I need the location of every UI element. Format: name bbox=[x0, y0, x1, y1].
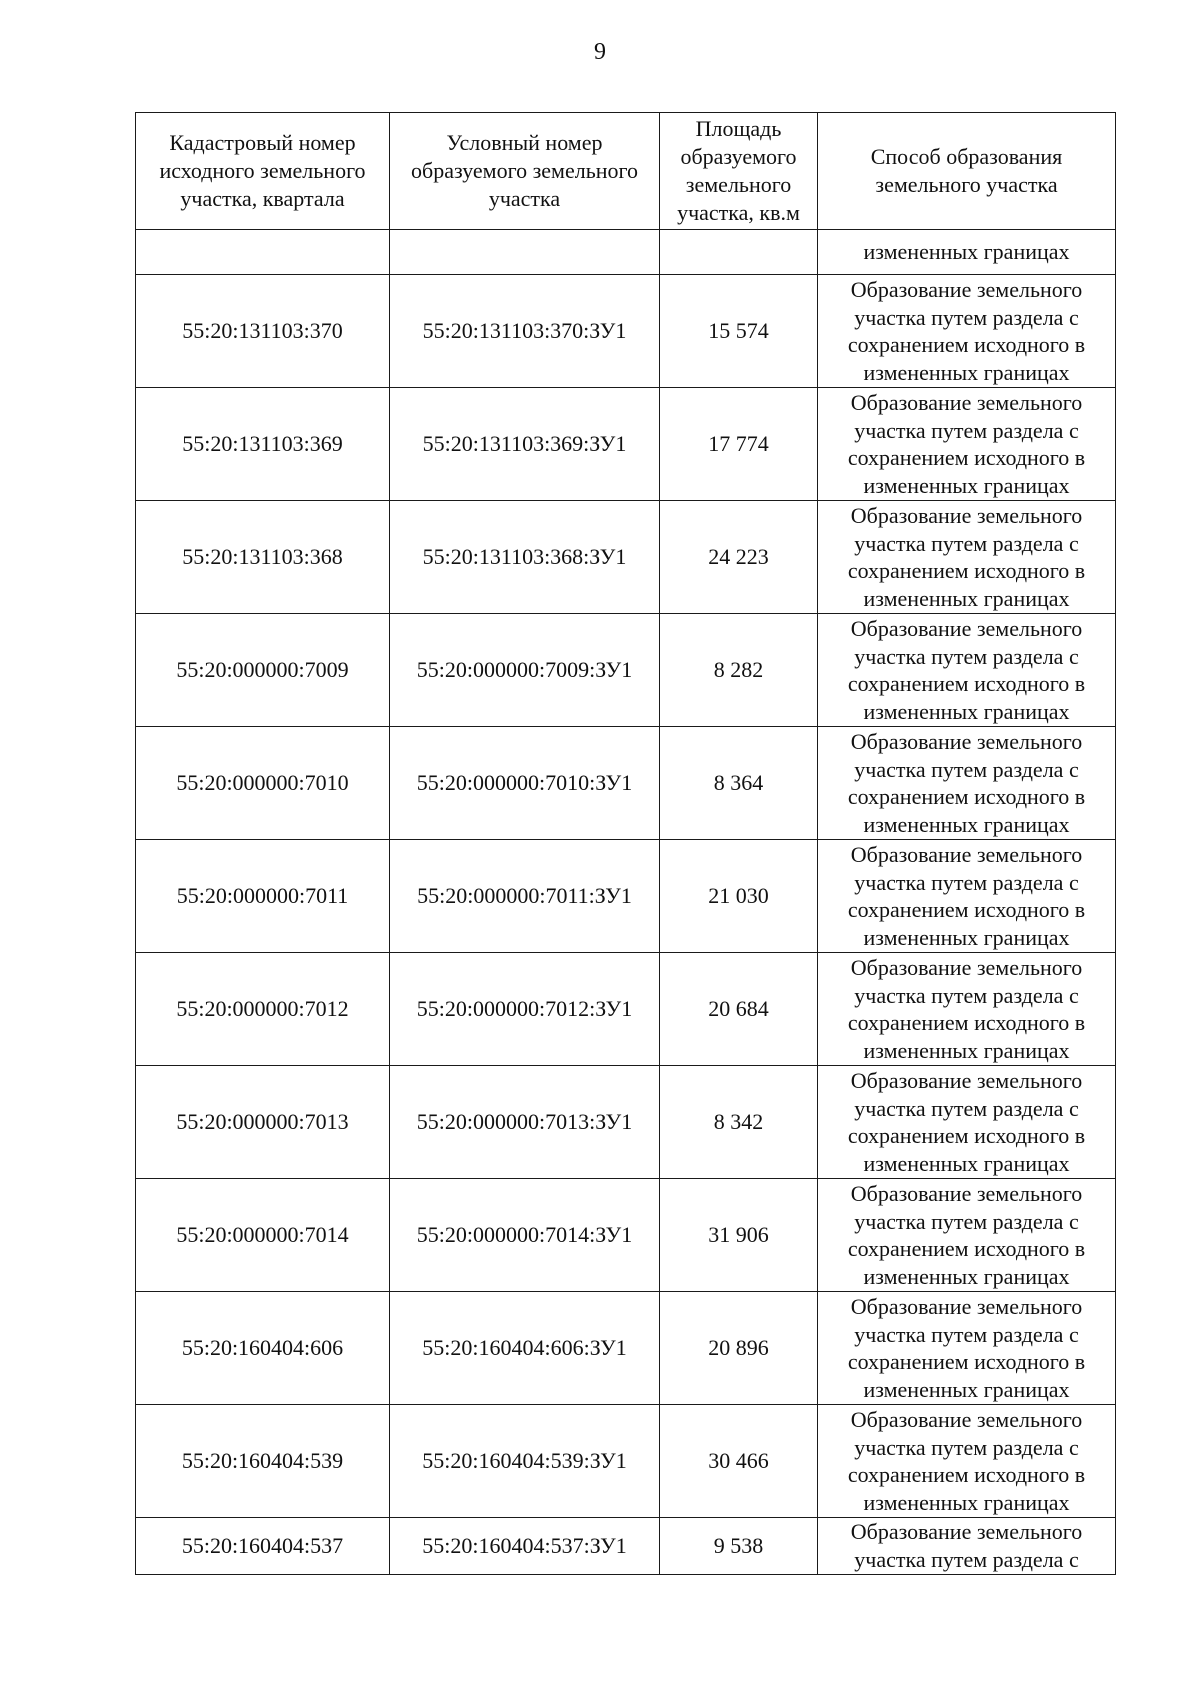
cadastral-number-cell: 55:20:131103:368 bbox=[136, 501, 390, 614]
conditional-number-cell: 55:20:000000:7011:ЗУ1 bbox=[390, 840, 660, 953]
area-cell: 9 538 bbox=[660, 1518, 818, 1575]
table-row bbox=[136, 614, 1116, 727]
continuation-method-cell: измененных границах bbox=[818, 230, 1116, 275]
table-header-row bbox=[136, 113, 1116, 230]
area-cell: 8 364 bbox=[660, 727, 818, 840]
conditional-number-cell: 55:20:000000:7010:ЗУ1 bbox=[390, 727, 660, 840]
area-cell: 24 223 bbox=[660, 501, 818, 614]
formation-method-cell: Образование земельного участка путем раздела с bbox=[818, 1518, 1116, 1575]
formation-method-cell: Образование земельного участка путем раздела с сохранением исходного в измененных границах bbox=[818, 1179, 1116, 1292]
cadastral-number-cell: 55:20:131103:370 bbox=[136, 275, 390, 388]
area-cell: 30 466 bbox=[660, 1405, 818, 1518]
table-row bbox=[136, 388, 1116, 501]
land-plots-table-container bbox=[135, 112, 1116, 1575]
continuation-row bbox=[136, 230, 1116, 275]
formation-method-cell: Образование земельного участка путем раздела с сохранением исходного в измененных границах bbox=[818, 275, 1116, 388]
empty-cell bbox=[136, 230, 390, 275]
empty-cell bbox=[390, 230, 660, 275]
land-plots-table bbox=[135, 112, 1116, 1575]
conditional-number-cell: 55:20:131103:369:ЗУ1 bbox=[390, 388, 660, 501]
cadastral-number-cell: 55:20:000000:7009 bbox=[136, 614, 390, 727]
conditional-number-cell: 55:20:000000:7012:ЗУ1 bbox=[390, 953, 660, 1066]
conditional-number-cell: 55:20:000000:7014:ЗУ1 bbox=[390, 1179, 660, 1292]
conditional-number-cell: 55:20:000000:7013:ЗУ1 bbox=[390, 1066, 660, 1179]
formation-method-cell: Образование земельного участка путем раздела с сохранением исходного в измененных границах bbox=[818, 727, 1116, 840]
table-row bbox=[136, 275, 1116, 388]
formation-method-cell: Образование земельного участка путем раздела с сохранением исходного в измененных границах bbox=[818, 953, 1116, 1066]
cadastral-number-cell: 55:20:131103:369 bbox=[136, 388, 390, 501]
table-row-partial bbox=[136, 1518, 1116, 1575]
area-cell: 20 896 bbox=[660, 1292, 818, 1405]
formation-method-cell: Образование земельного участка путем раздела с сохранением исходного в измененных границах bbox=[818, 501, 1116, 614]
area-cell: 21 030 bbox=[660, 840, 818, 953]
cadastral-number-cell: 55:20:000000:7011 bbox=[136, 840, 390, 953]
area-cell: 20 684 bbox=[660, 953, 818, 1066]
formation-method-cell: Образование земельного участка путем раздела с сохранением исходного в измененных границах bbox=[818, 1405, 1116, 1518]
header-cadastral-number: Кадастровый номер исходного земельного участка, квартала bbox=[136, 113, 390, 230]
conditional-number-cell: 55:20:131103:370:ЗУ1 bbox=[390, 275, 660, 388]
cadastral-number-cell: 55:20:000000:7012 bbox=[136, 953, 390, 1066]
area-cell: 31 906 bbox=[660, 1179, 818, 1292]
formation-method-cell: Образование земельного участка путем раздела с сохранением исходного в измененных границах bbox=[818, 840, 1116, 953]
table-row bbox=[136, 953, 1116, 1066]
cadastral-number-cell: 55:20:000000:7010 bbox=[136, 727, 390, 840]
cadastral-number-cell: 55:20:160404:539 bbox=[136, 1405, 390, 1518]
table-row bbox=[136, 1066, 1116, 1179]
table-row bbox=[136, 501, 1116, 614]
table-row bbox=[136, 840, 1116, 953]
area-cell: 17 774 bbox=[660, 388, 818, 501]
cadastral-number-cell: 55:20:000000:7013 bbox=[136, 1066, 390, 1179]
area-cell: 8 282 bbox=[660, 614, 818, 727]
conditional-number-cell: 55:20:160404:539:ЗУ1 bbox=[390, 1405, 660, 1518]
cadastral-number-cell: 55:20:160404:606 bbox=[136, 1292, 390, 1405]
area-cell: 8 342 bbox=[660, 1066, 818, 1179]
table-row bbox=[136, 1292, 1116, 1405]
formation-method-cell: Образование земельного участка путем раздела с сохранением исходного в измененных границах bbox=[818, 1292, 1116, 1405]
header-formation-method: Способ образования земельного участка bbox=[818, 113, 1116, 230]
cadastral-number-cell: 55:20:000000:7014 bbox=[136, 1179, 390, 1292]
conditional-number-cell: 55:20:160404:606:ЗУ1 bbox=[390, 1292, 660, 1405]
header-conditional-number: Условный номер образуемого земельного участка bbox=[390, 113, 660, 230]
formation-method-cell: Образование земельного участка путем раздела с сохранением исходного в измененных границах bbox=[818, 1066, 1116, 1179]
conditional-number-cell: 55:20:000000:7009:ЗУ1 bbox=[390, 614, 660, 727]
header-area: Площадь образуемого земельного участка, кв.м bbox=[660, 113, 818, 230]
formation-method-cell: Образование земельного участка путем раздела с сохранением исходного в измененных границах bbox=[818, 614, 1116, 727]
table-row bbox=[136, 727, 1116, 840]
table-row bbox=[136, 1405, 1116, 1518]
formation-method-cell: Образование земельного участка путем раздела с сохранением исходного в измененных границах bbox=[818, 388, 1116, 501]
conditional-number-cell: 55:20:160404:537:ЗУ1 bbox=[390, 1518, 660, 1575]
page-number: 9 bbox=[594, 39, 606, 65]
cadastral-number-cell: 55:20:160404:537 bbox=[136, 1518, 390, 1575]
empty-cell bbox=[660, 230, 818, 275]
area-cell: 15 574 bbox=[660, 275, 818, 388]
table-row bbox=[136, 1179, 1116, 1292]
conditional-number-cell: 55:20:131103:368:ЗУ1 bbox=[390, 501, 660, 614]
table-body bbox=[136, 230, 1116, 1575]
